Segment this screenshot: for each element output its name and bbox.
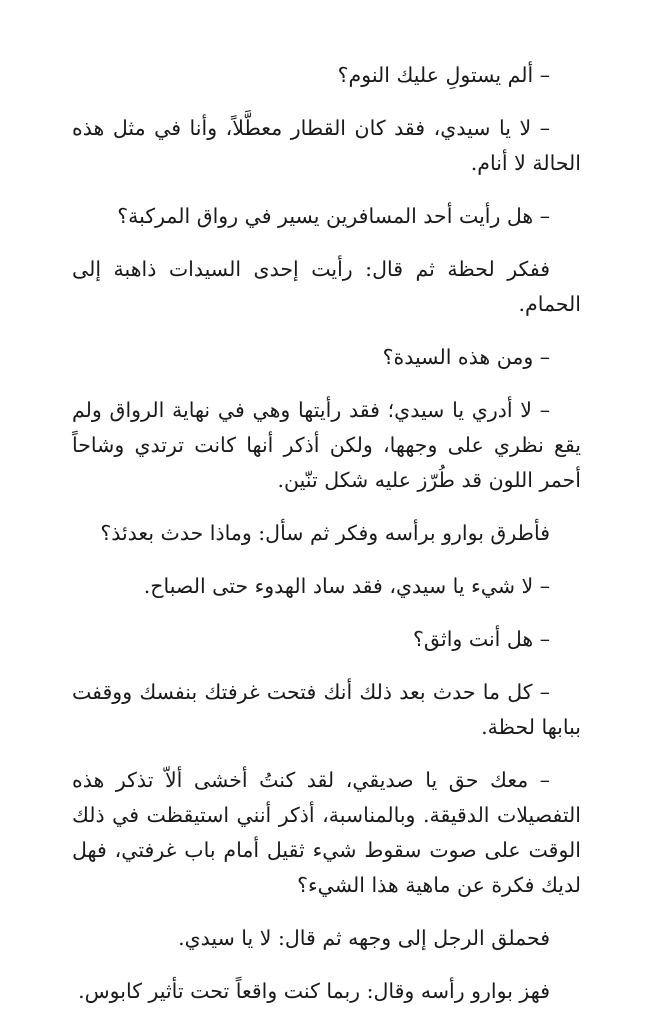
paragraph-12: فحملق الرجل إلى وجهه ثم قال: لا يا سيدي.: [178, 926, 550, 950]
paragraph-10: – كل ما حدث بعد ذلك أنك فتحت غرفتك بنفسك ووقفت ببابها لحظة.: [72, 680, 581, 739]
paragraph-4: ففكر لحظة ثم قال: رأيت إحدى السيدات ذاهبة إلى الحمام.: [72, 257, 581, 316]
paragraph-9: – هل أنت واثق؟: [413, 627, 550, 651]
paragraph-2: – لا يا سيدي، فقد كان القطار معطَّلاً، وأنا في مثل هذه الحالة لا أنام.: [72, 116, 581, 175]
paragraph-1: – ألم يستولِ عليك النوم؟: [337, 63, 550, 87]
paragraph-6: – لا أدري يا سيدي؛ فقد رأيتها وهي في نهاية الرواق ولم يقع نظري على وجهها، ولكن أذكر أنها كانت ترتدي وشاحاً أحمر اللون قد طُرّز عليه شكل تنّين.: [72, 398, 581, 492]
paragraph-13: فهز بوارو رأسه وقال: ربما كنت واقعاً تحت تأثير كابوس.: [78, 979, 550, 1003]
paragraph-8: – لا شيء يا سيدي، فقد ساد الهدوء حتى الصباح.: [143, 574, 550, 598]
paragraph-7: فأطرق بوارو برأسه وفكر ثم سأل: وماذا حدث بعدئذ؟: [100, 521, 550, 545]
paragraph-11: – معك حق يا صديقي، لقد كنتُ أخشى ألاّ تذكر هذه التفصيلات الدقيقة. وبالمناسبة، أذكر أنني استيقظت في ذلك الوقت على صوت سقوط شيء ثقيل أمام باب غرفتي، فهل لديك فكرة عن ماهية هذا الشيء؟: [72, 768, 581, 897]
paragraph-3: – هل رأيت أحد المسافرين يسير في رواق المركبة؟: [117, 204, 550, 228]
paragraph-5: – ومن هذه السيدة؟: [382, 345, 550, 369]
